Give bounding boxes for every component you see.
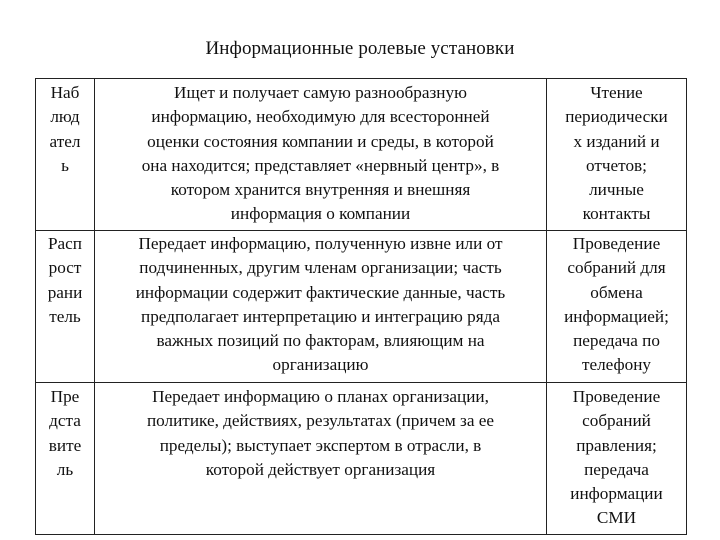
- table-row: [36, 383, 687, 535]
- role-cell: [36, 79, 95, 231]
- table-row: [36, 79, 687, 231]
- role-activities: Чтение периодически х изданий и отчетов; личные контакты: [565, 83, 668, 224]
- role-name: Наб люд ател ь: [49, 83, 81, 175]
- role-activities: Проведение собраний правления; передача информации СМИ: [570, 387, 663, 528]
- role-cell: [36, 383, 95, 535]
- description-cell: [95, 79, 547, 231]
- activities-cell: [547, 79, 687, 231]
- role-description: Передает информацию о планах организации, политике, действиях, результатах (причем за ее пределы); выступает экспертом в отрасли, в которой действует организация: [146, 387, 495, 479]
- description-cell: [95, 231, 547, 383]
- role-description: Ищет и получает самую разнообразную информацию, необходимую для всесторонней оценки состояния компании и среды, в которой она находится; представляет «нервный центр», в котором хранится внутренняя и внешняя информация о компании: [141, 83, 500, 224]
- role-cell: [36, 231, 95, 383]
- description-cell: [95, 383, 547, 535]
- roles-table: [35, 78, 687, 535]
- role-name: Расп рост рани тель: [47, 234, 83, 326]
- role-activities: Проведение собраний для обмена информацией; передача по телефону: [564, 234, 669, 375]
- table-row: [36, 231, 687, 383]
- role-name: Пре дста вите ль: [48, 387, 82, 479]
- activities-cell: [547, 231, 687, 383]
- role-description: Передает информацию, полученную извне или от подчиненных, другим членам организации; часть информации содержит фактические данные, часть предполагает интерпретацию и интеграцию ряда важных позиций по факторам, влияющим на организацию: [135, 234, 506, 375]
- page-title: Информационные ролевые установки: [205, 38, 515, 59]
- activities-cell: [547, 383, 687, 535]
